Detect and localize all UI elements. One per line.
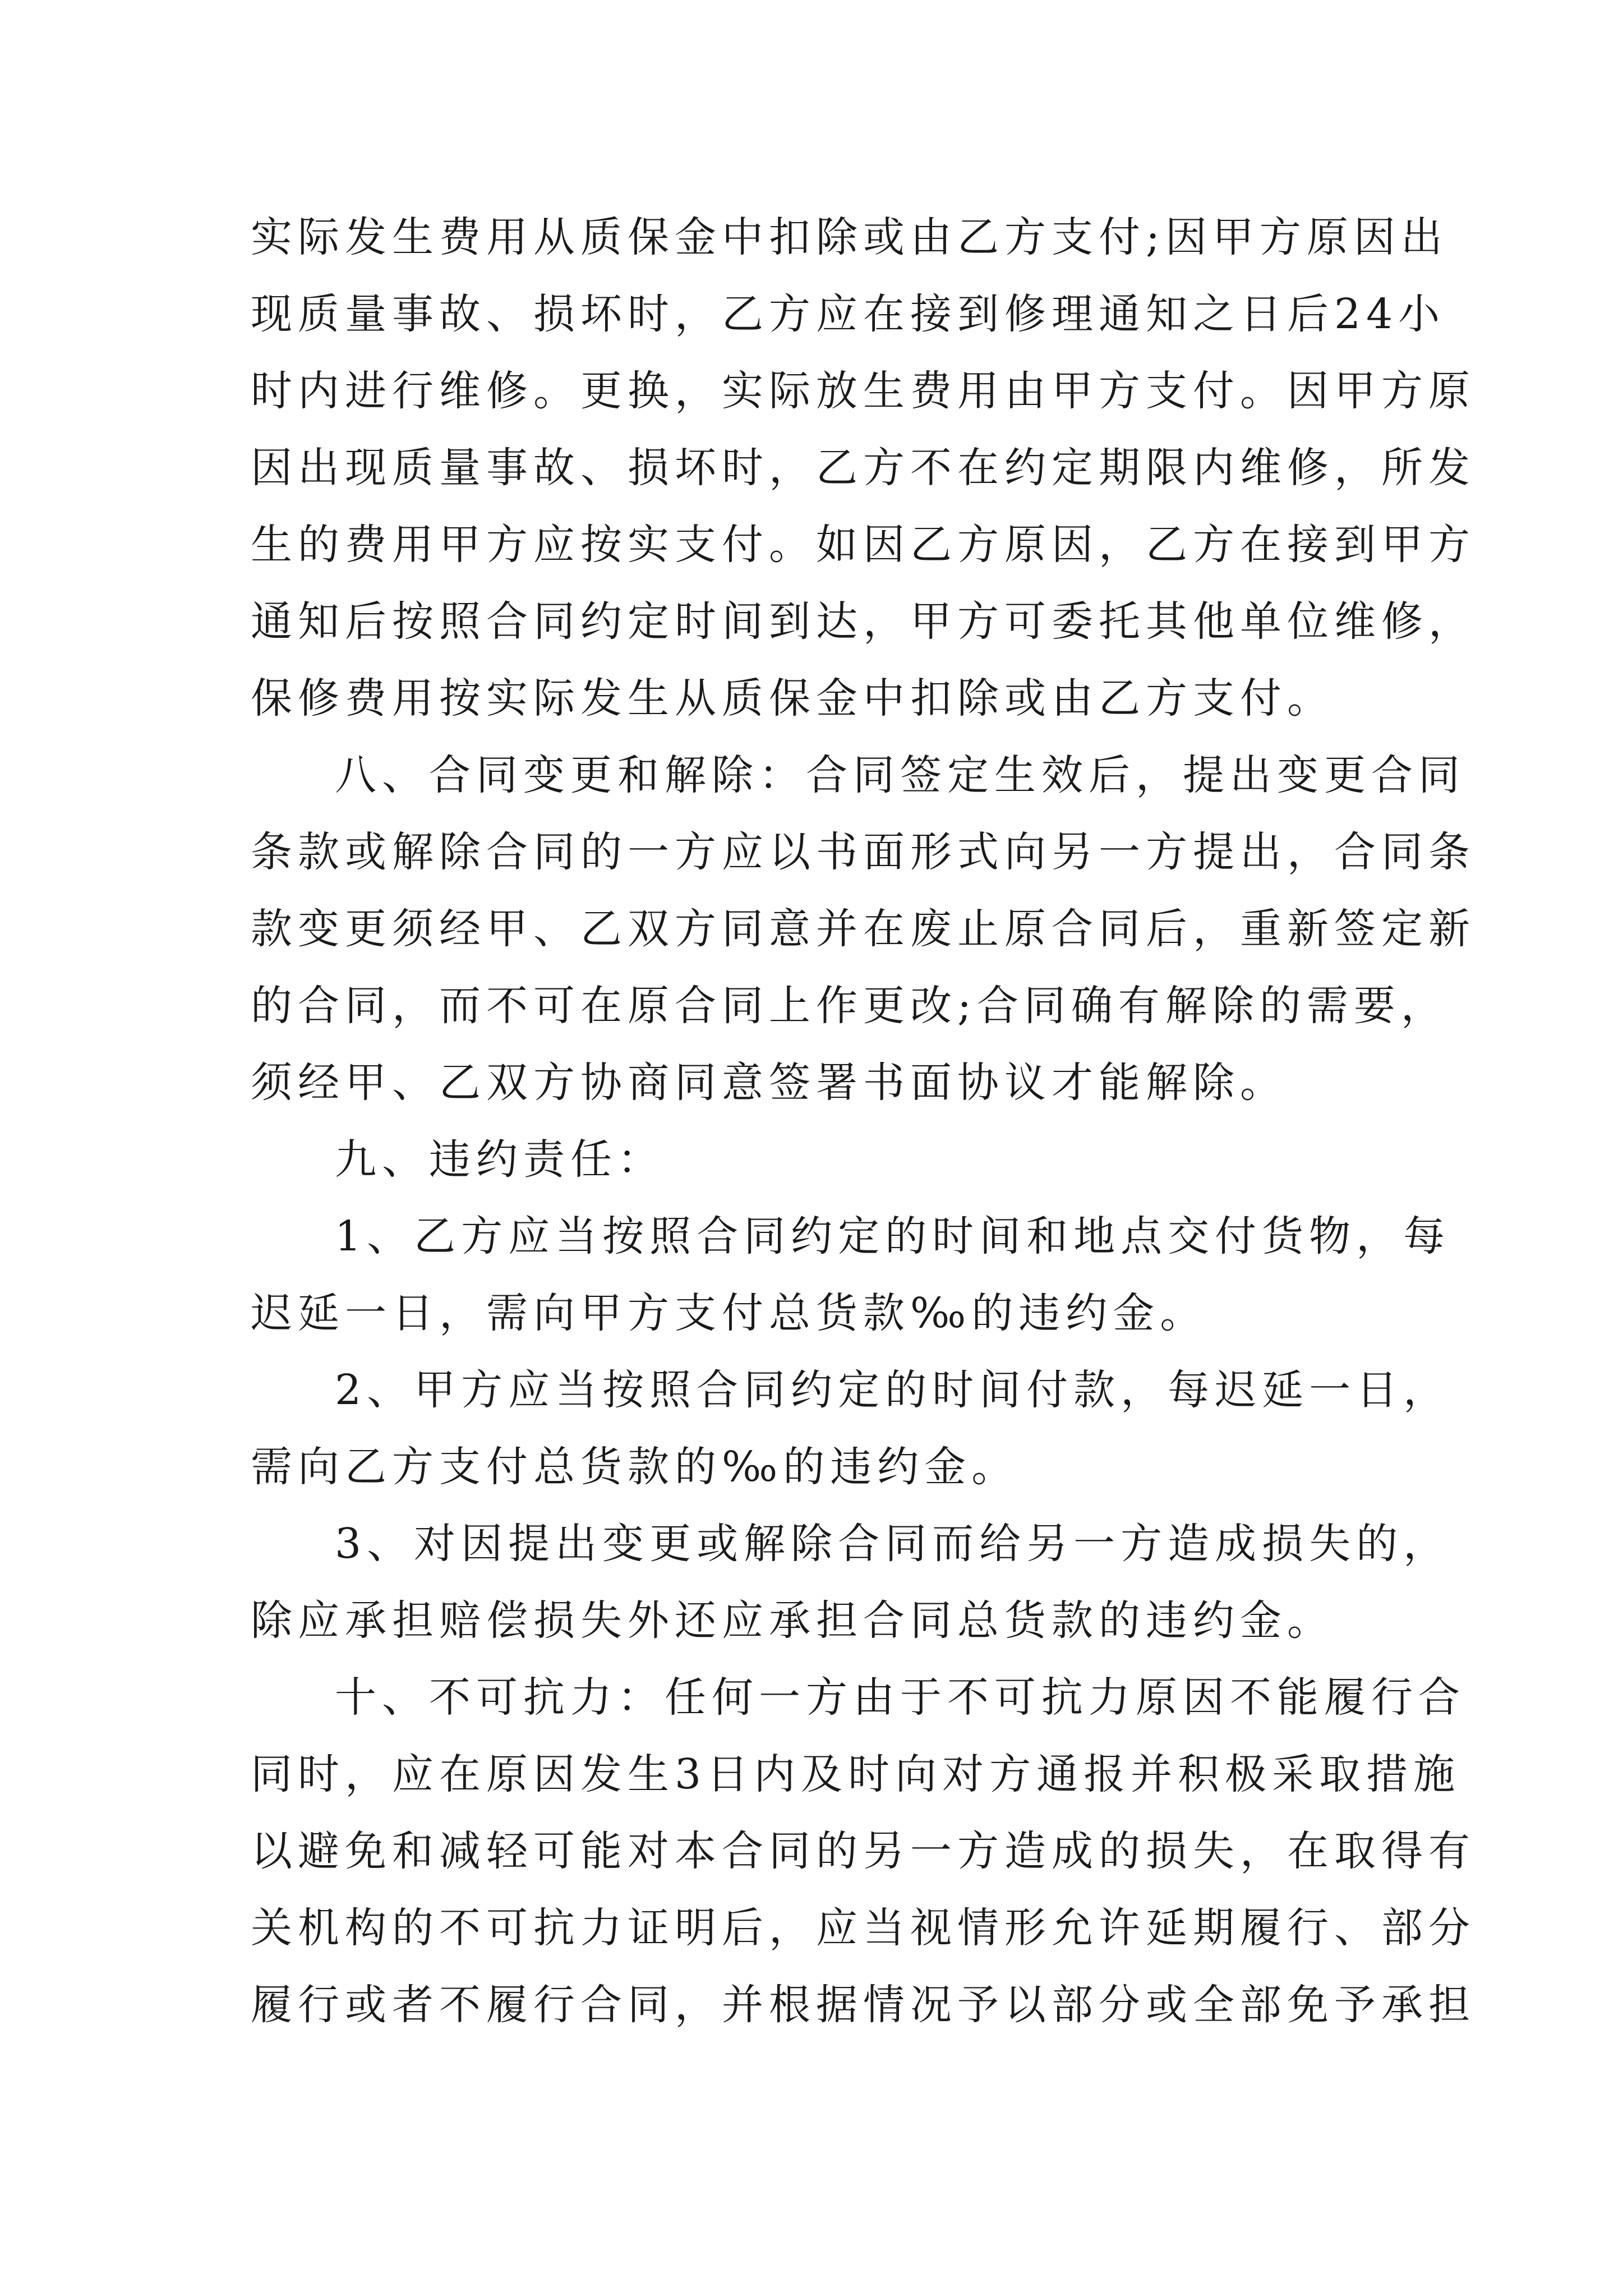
text-line: 款变更须经甲、乙双方同意并在废止原合同后，重新签定新: [251, 905, 1476, 953]
text-line: 保修费用按实际发生从质保金中扣除或由乙方支付。: [251, 674, 1334, 723]
text-line: 关机构的不可抗力证明后，应当视情形允许延期履行、部分: [251, 1904, 1476, 1952]
text-line: 时内进行维修。更换，实际放生费用由甲方支付。因甲方原: [251, 367, 1476, 415]
contract-body-text: [251, 199, 1476, 2044]
text-line: 因出现质量事故、损坏时，乙方不在约定期限内维修，所发: [251, 444, 1476, 492]
text-line: 同时，应在原因发生3日内及时向对方通报并积极采取措施: [251, 1750, 1461, 1798]
clause-2-line: 2、甲方应当按照合同约定的时间付款，每迟延一日，: [335, 1366, 1451, 1414]
text-line: 需向乙方支付总货款的‰的违约金。: [251, 1443, 1019, 1491]
text-line: 现质量事故、损坏时，乙方应在接到修理通知之日后24小: [251, 290, 1446, 338]
text-line: 生的费用甲方应按实支付。如因乙方原因，乙方在接到甲方: [251, 521, 1476, 569]
text-line: 以避免和减轻可能对本合同的另一方造成的损失，在取得有: [251, 1827, 1476, 1875]
text-line: 条款或解除合同的一方应以书面形式向另一方提出，合同条: [251, 828, 1476, 876]
text-line: 通知后按照合同约定时间到达，甲方可委托其他单位维修，: [251, 597, 1476, 646]
text-line: 须经甲、乙双方协商同意签署书面协议才能解除。: [251, 1059, 1287, 1107]
text-line: 实际发生费用从质保金中扣除或由乙方支付;因甲方原因出: [251, 213, 1448, 261]
section-10-heading-line: 十、不可抗力：任何一方由于不可抗力原因不能履行合: [335, 1673, 1465, 1722]
text-line: 除应承担赔偿损失外还应承担合同总货款的违约金。: [251, 1596, 1334, 1645]
text-line: 履行或者不履行合同，并根据情况予以部分或全部免予承担: [251, 1981, 1476, 2029]
clause-3-line: 3、对因提出变更或解除合同而给另一方造成损失的，: [335, 1520, 1451, 1568]
section-8-heading-line: 八、合同变更和解除：合同签定生效后，提出变更合同: [335, 751, 1465, 799]
text-line: 的合同，而不可在原合同上作更改;合同确有解除的需要，: [251, 982, 1448, 1030]
text-line: 迟延一日，需向甲方支付总货款‰的违约金。: [251, 1289, 1207, 1337]
section-9-heading-line: 九、违约责任：: [335, 1135, 665, 1184]
clause-1-line: 1、乙方应当按照合同约定的时间和地点交付货物，每: [335, 1212, 1451, 1260]
